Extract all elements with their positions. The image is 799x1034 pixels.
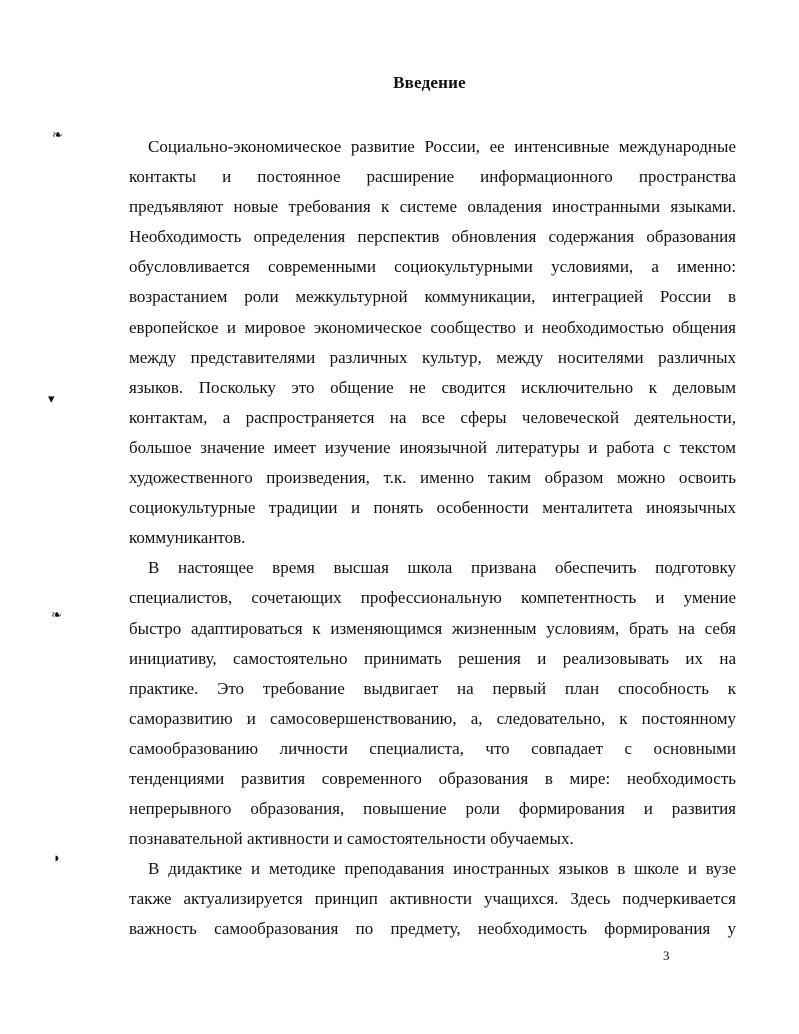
text-line: В дидактике и методике преподавания иностранных языков в школе и вузе [148, 859, 736, 879]
text-line: предъявляют новые требования к системе овладения иностранными языками. [129, 197, 736, 217]
text-line: самообразованию личности специалиста, что совпадает с основными [129, 738, 736, 758]
text-line: инициативу, самостоятельно принимать решения и реализовывать их на [129, 648, 736, 668]
text-line: В настоящее время высшая школа призвана обеспечить подготовку [148, 558, 736, 578]
binding-hole-mark-icon: ▾ [48, 391, 55, 406]
text-line: специалистов, сочетающих профессиональную компетентность и умение [129, 588, 736, 608]
text-line: тенденциями развития современного образования в мире: необходимость [129, 768, 736, 788]
text-line: языков. Поскольку это общение не сводится исключительно к деловым [129, 377, 736, 397]
body-text [129, 132, 736, 945]
text-line: непрерывного образования, повышение роли формирования и развития [129, 799, 736, 819]
page-title: Введение [393, 73, 466, 92]
text-line: возрастанием роли межкультурной коммуникации, интеграцией России в [129, 287, 736, 307]
text-line: Необходимость определения перспектив обновления содержания образования [129, 227, 736, 247]
text-line: большое значение имеет изучение иноязычной литературы и работа с текстом [129, 437, 736, 457]
text-line: контакты и постоянное расширение информационного пространства [129, 167, 736, 187]
text-line: художественного произведения, т.к. именно таким образом можно освоить [129, 468, 736, 488]
paragraph-intro [129, 132, 736, 553]
text-line: также актуализируется принцип активности учащихся. Здесь подчеркивается [129, 889, 736, 909]
text-line: саморазвитию и самосовершенствованию, а, следовательно, к постоянному [129, 708, 736, 728]
text-line: контактам, а распространяется на все сферы человеческой деятельности, [129, 407, 736, 427]
text-line: социокультурные традиции и понять особенности менталитета иноязычных [129, 498, 736, 518]
paragraph-higher-school [129, 553, 736, 854]
binding-hole-mark-icon: ◗ [53, 850, 61, 865]
text-line: практике. Это требование выдвигает на первый план способность к [129, 678, 736, 698]
paragraph-didactics [129, 854, 736, 944]
text-line: Социально-экономическое развитие России, ее интенсивные международные [148, 137, 736, 156]
text-line: коммуникантов. [129, 528, 246, 548]
text-line: европейское и мировое экономическое сообщество и необходимостью общения [129, 317, 736, 337]
text-line: между представителями различных культур, между носителями различных [129, 347, 736, 367]
text-line: важность самообразования по предмету, необходимость формирования у [129, 919, 736, 939]
binding-hole-mark-icon: ❧ [52, 127, 63, 142]
text-line: познавательной активности и самостоятельности обучаемых. [129, 829, 574, 849]
page-number: 3 [663, 948, 670, 963]
binding-hole-mark-icon: ❧ [51, 607, 62, 622]
text-line: обусловливается современными социокультурными условиями, а именно: [129, 257, 736, 277]
text-line: быстро адаптироваться к изменяющимся жизненным условиям, брать на себя [129, 618, 736, 638]
